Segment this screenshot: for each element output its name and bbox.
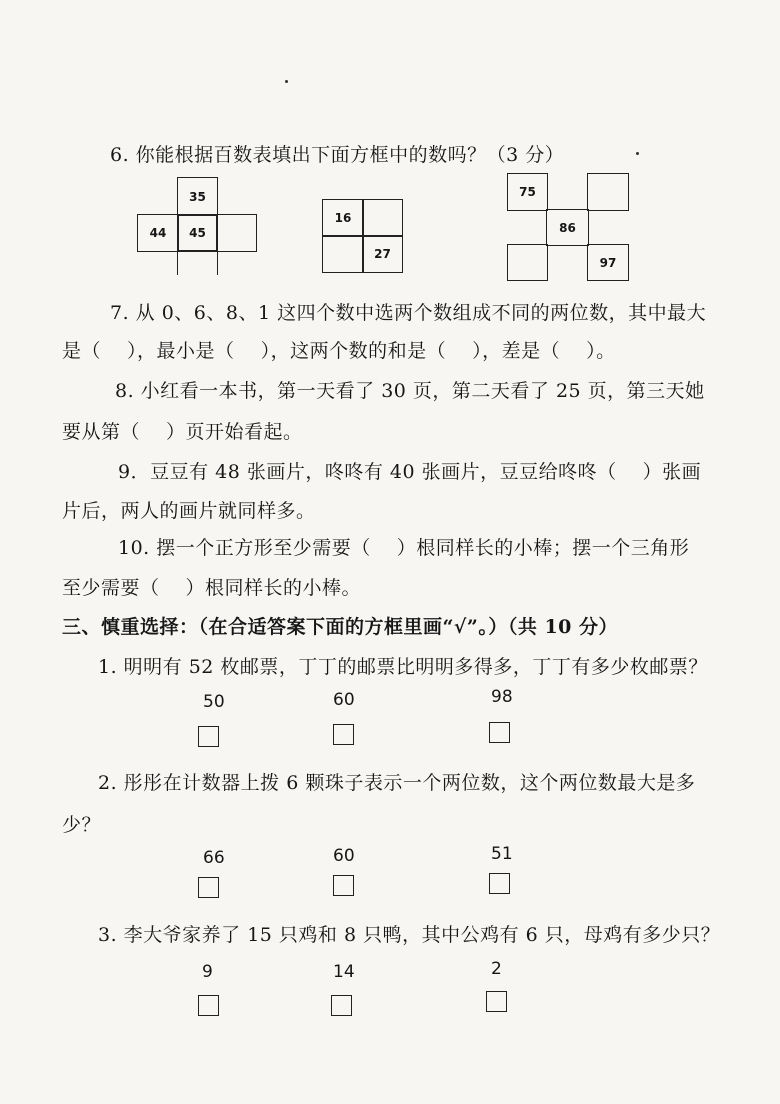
grid-cell[interactable] [587, 173, 629, 211]
grid-cell: 16 [322, 199, 364, 237]
question-7-line1: 7. 从 0、6、8、1 这四个数中选两个数组成不同的两位数，其中最大 [110, 302, 707, 324]
question-9-line1: 9．豆豆有 48 张画片，咚咚有 40 张画片，豆豆给咚咚（ ）张画 [118, 461, 702, 483]
grid-cell: 27 [362, 235, 403, 273]
choice-2-checkbox-a[interactable] [198, 877, 219, 898]
choice-2-checkbox-b[interactable] [333, 875, 354, 896]
question-7-line2: 是（ ），最小是（ ），这两个数的和是（ ），差是（ ）。 [62, 340, 616, 362]
choice-1-question: 1. 明明有 52 枚邮票，丁丁的邮票比明明多得多，丁丁有多少枚邮票？ [98, 656, 708, 678]
question-10-line2: 至少需要（ ）根同样长的小棒。 [62, 577, 362, 599]
choice-2-question-line2: 少？ [62, 814, 102, 836]
choice-3-option-a: 9 [202, 962, 213, 982]
choice-1-option-b: 60 [333, 690, 355, 710]
choice-1-checkbox-c[interactable] [489, 722, 510, 743]
choice-2-option-a: 66 [203, 848, 225, 868]
choice-2-option-c: 51 [491, 844, 513, 864]
grid-cell[interactable] [507, 244, 548, 281]
question-6-text: 6. 你能根据百数表填出下面方框中的数吗？（3 分） [110, 144, 565, 166]
choice-2-question-line1: 2. 彤彤在计数器上拨 6 颗珠子表示一个两位数，这个两位数最大是多 [98, 772, 696, 794]
choice-3-question: 3. 李大爷家养了 15 只鸡和 8 只鸭，其中公鸡有 6 只，母鸡有多少只？ [98, 924, 721, 946]
grid-cell: 45 [177, 214, 218, 252]
choice-2-checkbox-c[interactable] [489, 873, 510, 894]
choice-1-option-c: 98 [491, 687, 513, 707]
question-8-line1: 8. 小红看一本书，第一天看了 30 页，第二天看了 25 页，第三天她 [115, 380, 705, 402]
grid-cell[interactable] [322, 235, 364, 273]
grid-cell: 97 [587, 244, 629, 281]
question-10-line1: 10. 摆一个正方形至少需要（ ）根同样长的小棒；摆一个三角形 [118, 537, 690, 559]
choice-2-option-b: 60 [333, 846, 355, 866]
question-8-line2: 要从第（ ）页开始看起。 [62, 421, 303, 443]
grid-cell[interactable] [177, 250, 218, 275]
choice-3-checkbox-a[interactable] [198, 995, 219, 1016]
grid-cell: 86 [546, 209, 589, 246]
grid-cell: 44 [137, 214, 179, 252]
grid-cell: 75 [507, 173, 548, 211]
choice-3-option-b: 14 [333, 962, 355, 982]
scan-speck [285, 80, 288, 83]
question-9-line2: 片后，两人的画片就同样多。 [62, 500, 316, 522]
grid-cell[interactable] [362, 199, 403, 237]
choice-3-checkbox-c[interactable] [486, 991, 507, 1012]
choice-3-checkbox-b[interactable] [331, 995, 352, 1016]
section-3-title: 三、慎重选择：（在合适答案下面的方框里画“√”。）（共 10 分） [62, 616, 619, 638]
choice-1-option-a: 50 [203, 692, 225, 712]
grid-cell: 35 [177, 177, 218, 216]
choice-3-option-c: 2 [491, 959, 502, 979]
scan-speck [636, 152, 639, 155]
grid-cell[interactable] [216, 214, 257, 252]
choice-1-checkbox-a[interactable] [198, 726, 219, 747]
choice-1-checkbox-b[interactable] [333, 724, 354, 745]
